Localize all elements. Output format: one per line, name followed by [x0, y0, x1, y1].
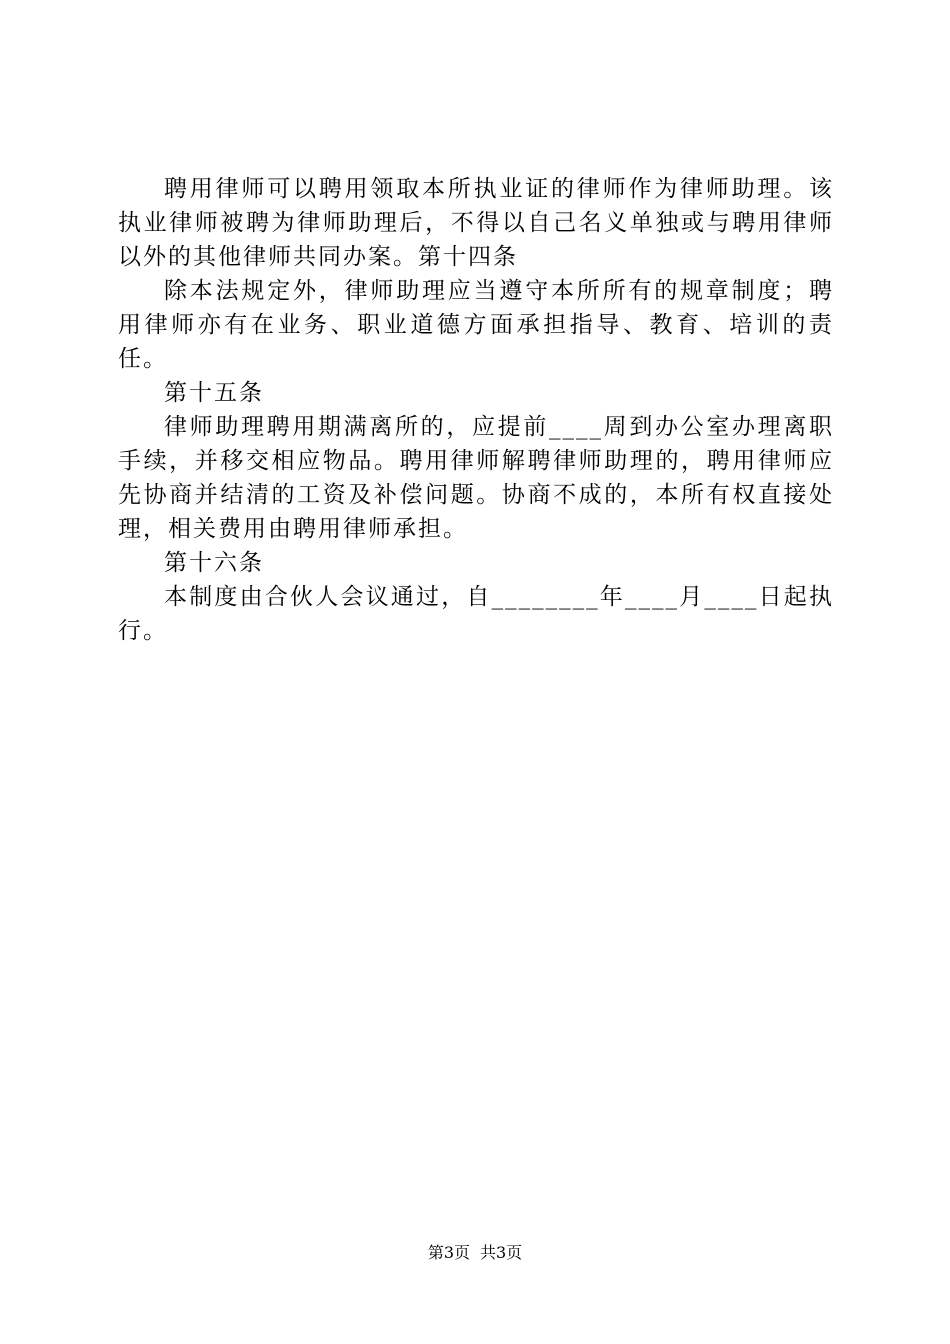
paragraph-assistant-leaving: 律师助理聘用期满离所的，应提前____周到办公室办理离职手续，并移交相应物品。聘用律师解聘律师助理的，聘用律师应先协商并结清的工资及补偿问题。协商不成的，本所有权直接处理，相关费用由聘用律师承担。	[118, 414, 834, 542]
page-footer	[0, 1243, 950, 1263]
page-number-current: 第3页	[427, 1243, 470, 1262]
page-number-total: 共3页	[480, 1243, 523, 1262]
paragraph-effective-date: 本制度由合伙人会议通过，自________年____月____日起执行。	[118, 584, 835, 644]
article-heading-15: 第十五条	[164, 380, 264, 406]
paragraph-assistant-rules: 除本法规定外，律师助理应当遵守本所所有的规章制度；聘用律师亦有在业务、职业道德方面承担指导、教育、培训的责任。	[118, 278, 834, 372]
paragraph-assistant-hiring: 聘用律师可以聘用领取本所执业证的律师作为律师助理。该执业律师被聘为律师助理后，不得以自己名义单独或与聘用律师以外的其他律师共同办案。第十四条	[118, 176, 834, 270]
article-heading-16: 第十六条	[164, 550, 264, 576]
document-body	[118, 172, 834, 648]
